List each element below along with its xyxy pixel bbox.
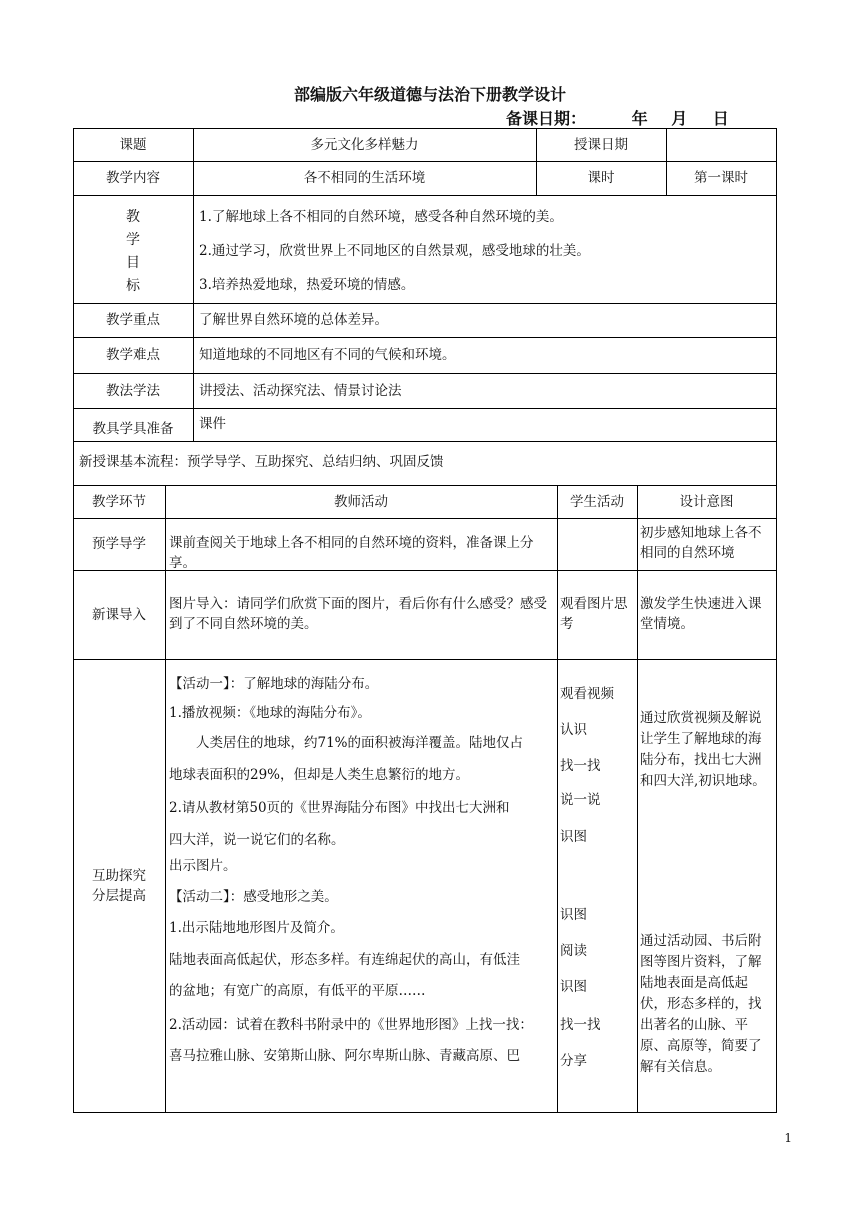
student-explore: 观看视频 认识 找一找 说一说 识图 识图 阅读 识图 找一找 分享 [560,686,614,1069]
goals-label: 教 学 目 标 [126,209,140,294]
method-label: 教法学法 [106,382,160,399]
intent-preview: 初步感知地球上各不相同的自然环境 [640,525,762,561]
goal-item: 1.了解地球上各不相同的自然环境，感受各种自然环境的美。 [199,209,563,225]
difficulty-label: 教学难点 [106,347,160,363]
teach-date-value [666,128,776,161]
teach-date-label: 授课日期 [574,136,628,153]
header-teacher: 教师活动 [334,493,388,510]
month-label: 月 [671,109,688,128]
header-stage: 教学环节 [92,493,146,510]
page-number: 1 [784,1131,792,1145]
prep-date-line [506,106,729,129]
stage-preview: 预学导学 [92,536,146,552]
intent-explore-1: 通过欣赏视频及解说让学生了解地球的海陆分布，找出七大洲和四大洋,初识地球。 [640,710,766,789]
intent-intro: 激发学生快速进入课堂情境。 [640,596,762,632]
tools-value: 课件 [199,416,226,432]
activity-two-title: 【活动二】：感受地形之美。 [169,889,338,905]
student-intro: 观看图片思考 [560,596,628,632]
stage-explore: 互助探究 分层提高 [92,867,146,904]
day-label: 日 [712,109,729,128]
stage-intro: 新课导入 [92,606,146,623]
activity-one-title: 【活动一】：了解地球的海陆分布。 [169,676,379,692]
teacher-intro: 图片导入：请同学们欣赏下面的图片，看后你有什么感受？感受到了不同自然环境的美。 [169,596,547,632]
goal-item: 2.通过学习，欣赏世界上不同地区的自然景观，感受地球的壮美。 [199,243,590,259]
teacher-explore: 【活动一】：了解地球的海陆分布。 1.播放视频：《地球的海陆分布》。 人类居住的地球，约71%的面积被海洋覆盖。陆地仅占 地球表面积的29%，但却是人类生息繁衍的地方。 2.请从教材第50页的《世界海陆分布图》中找出七大洲和 四大洋，说一说它们的名称。 出示图片。 【活动二】：感受地形之美。 1.出示陆地地形图片及简介。 陆地表面高低起伏，形态多样。有连绵起伏的高山，有低洼 的盆地；有宽广的高原，有低平的平原…… 2.活动园：试着在教科书附录中的《世界地形图》上找一找： 喜马拉雅山脉、安第斯山脉、阿尔卑斯山脉、青藏高原、巴 [169,674,555,1066]
method-value: 讲授法、活动探究法、情景讨论法 [199,382,402,399]
header-student: 学生活动 [570,493,624,510]
document-title: 部编版六年级道德与法治下册教学设计 [293,85,566,104]
topic-value: 多元文化多样魅力 [310,136,419,153]
goal-item: 3.培养热爱地球，热爱环境的情感。 [199,277,415,293]
topic-label: 课题 [119,136,147,153]
key-point-value: 了解世界自然环境的总体差异。 [199,312,388,328]
teacher-preview: 课前查阅关于地球上各不相同的自然环境的资料，准备课上分享。 [169,535,534,571]
goals-list [199,206,590,308]
student-preview [560,523,634,563]
period-value: 第一课时 [694,170,748,186]
difficulty-value: 知道地球的不同地区有不同的气候和环境。 [199,347,456,363]
header-intent: 设计意图 [679,493,734,510]
year-label: 年 [631,109,648,128]
flow-text: 新授课基本流程：预学导学、互助探究、总结归纳、巩固反馈 [79,454,444,470]
key-point-label: 教学重点 [106,312,160,328]
intent-explore-2: 通过活动园、书后附图等图片资料，了解陆地表面是高低起伏，形态多样的，找出著名的山脉、平原、高原等，简要了解有关信息。 [640,933,762,1075]
content-value: 各不相同的生活环境 [303,170,426,186]
period-label: 课时 [587,170,615,186]
tools-label: 教具学具准备 [92,420,174,437]
content-label: 教学内容 [106,170,160,186]
prep-date-label: 备课日期： [506,109,587,128]
lesson-plan-table [73,128,777,1113]
